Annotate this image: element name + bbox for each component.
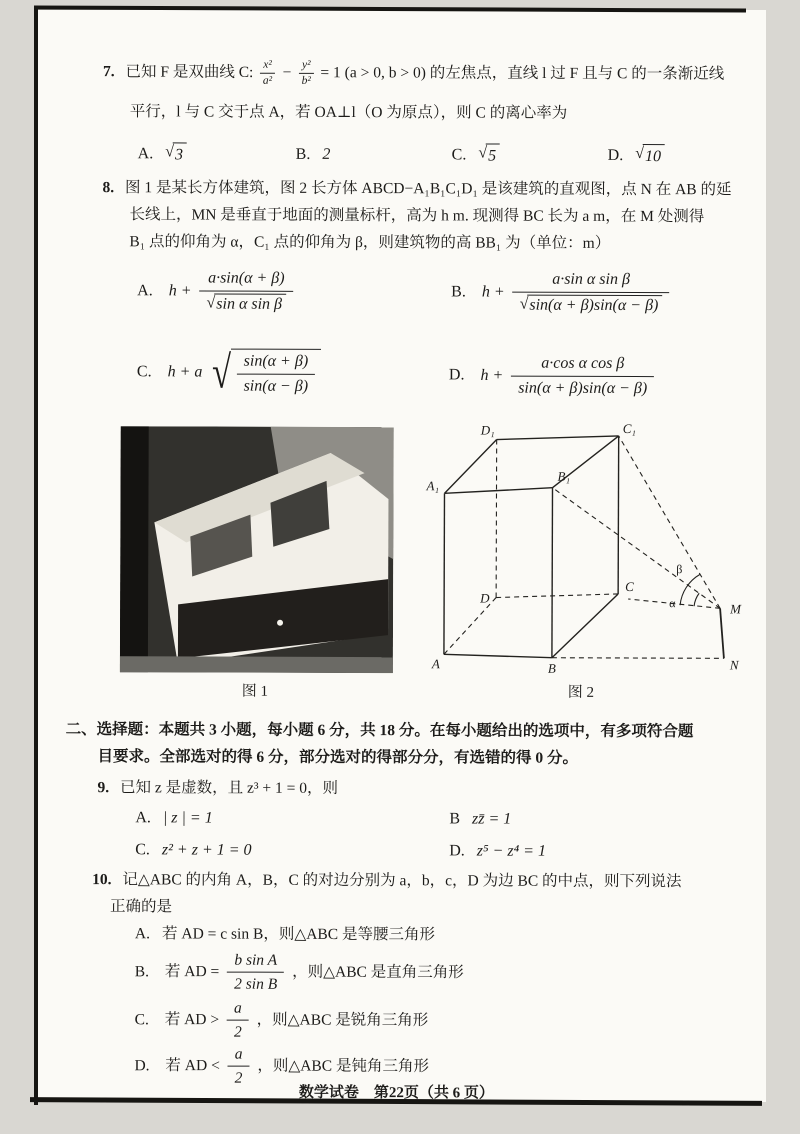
q7-option-c: C. √ 5: [452, 143, 501, 168]
angle-label-beta: β: [676, 562, 683, 577]
q9-option-a: A. | z | = 1: [135, 809, 213, 827]
q8-stem-line-2: 长线上，MN 是垂直于地面的测量标杆，高为 h m. 现测得 BC 长为 a m，在 M 处测得: [129, 206, 705, 226]
vertex-label-a1: A₁: [426, 478, 440, 494]
q10-number: 10.: [92, 871, 112, 889]
q7-option-b: B. 2: [295, 145, 331, 163]
q7-option-a: A. √ 3: [138, 142, 187, 167]
q7-minus: −: [281, 64, 293, 82]
q8-stem-line-1: 8. 图 1 是某长方体建筑，图 2 长方体 ABCD−A₁B₁C₁D₁ 是该建筑的直观图，点 N 在 AB 的延: [102, 179, 732, 199]
q7-stem-line-1: [103, 58, 724, 90]
q10-d-fraction: $\frac{a}{2}$: [228, 1045, 250, 1089]
vertex-label-a: A: [431, 656, 440, 672]
q7-fraction-x: $\frac{\text{x²}}{\text{a²}}$: [260, 59, 275, 88]
vertex-label-b1: B₁: [557, 468, 571, 484]
q8-b-fraction: a·sin α sin β √ sin(α + β)sin(α − β): [513, 270, 670, 317]
cuboid-diagram: [422, 421, 745, 676]
building-photo-illustration: [120, 426, 394, 673]
q8-d-fraction: $\frac{\text{a·cos α cos β}}{\sin(\alpha + \beta)\sin(\alpha - \beta)}$: [511, 354, 654, 400]
q8-b-denominator-sqrt: √ sin(α + β)sin(α − β): [520, 294, 663, 316]
q10-option-b: B. 若 AD = $\frac{\text{b sin A}}{\text{2 sin B}}$ ，则△ABC 是直角三角形: [135, 950, 464, 995]
angle-label-alpha: α: [669, 596, 676, 611]
q9-option-d: D. z⁵ − z⁴ = 1: [449, 842, 547, 860]
sqrt-10: √ 10: [635, 144, 665, 169]
vertex-label-b: B: [547, 660, 556, 676]
q7-stem-line-2: 平行，l 与 C 交于点 A，若 OA⊥l（O 为原点），则 C 的离心率为: [129, 103, 568, 122]
q10-b-fraction: $\frac{\text{b sin A}}{\text{2 sin B}}$: [227, 951, 284, 995]
q7-fraction-y: $\frac{\text{y²}}{\text{b²}}$: [299, 59, 314, 88]
figure1-caption: 图 1: [241, 683, 269, 700]
q7-number: 7.: [102, 63, 115, 81]
figure1-photo: [120, 426, 394, 680]
q8-number: 8.: [102, 179, 115, 197]
vertex-label-d1: D₁: [480, 422, 495, 438]
q8-a-denominator-sqrt: √ sin α sin β: [206, 293, 286, 315]
figure2-caption: 图 2: [567, 684, 595, 701]
figure2-diagram: [422, 421, 745, 683]
q9-number: 9.: [97, 779, 110, 797]
q7-text-b: = 1 (a > 0, b > 0) 的左焦点，直线 l 过 F 且与 C 的一条渐近线: [320, 64, 725, 83]
sqrt-3: √ 3: [165, 142, 187, 167]
page-footer: 数学试卷 第22页（共 6 页）: [298, 1084, 494, 1102]
vertex-label-c: C: [625, 578, 634, 595]
point-label-m: M: [730, 601, 741, 617]
q8-option-b: B. h + a·sin α sin β √ sin(α + β)sin(α − β): [451, 269, 673, 316]
vertex-label-c1: C₁: [622, 421, 636, 437]
q9-option-c: C. z² + z + 1 = 0: [135, 841, 252, 859]
q7-text-a: 已知 F 是双曲线 C:: [125, 63, 254, 81]
q9-stem: 9. 已知 z 是虚数，且 z³ + 1 = 0，则: [97, 779, 339, 797]
q10-c-fraction: $\frac{a}{2}$: [227, 999, 249, 1043]
q10-option-c: C. 若 AD > $\frac{a}{2}$ ，则△ABC 是锐角三角形: [135, 998, 429, 1043]
q7-option-d: D. √ 10: [608, 144, 665, 169]
q8-option-c: C. h + a √ $\frac{\sin(\alpha + \beta)}{\sin(\alpha - \beta)}$: [137, 348, 321, 397]
sqrt-5: √ 5: [478, 143, 500, 168]
q8-stem-line-3: B₁ 点的仰角为 α，C₁ 点的仰角为 β，则建筑物的高 BB₁ 为（单位：m）: [129, 233, 611, 252]
q9-option-b: B zz̄ = 1: [449, 810, 512, 828]
point-label-n: N: [729, 657, 739, 673]
q8-a-fraction: a·sin(α + β) √ sin α sin β: [199, 268, 293, 315]
q10-stem-line-1: 10. 记△ABC 的内角 A，B，C 的对边分别为 a，b，c，D 为边 BC 的中点，则下列说法: [92, 871, 682, 891]
q8-c-sqrt: √ $\frac{\sin(\alpha + \beta)}{\sin(\alpha - \beta)}$: [209, 349, 321, 398]
q10-stem-line-2: 正确的是: [110, 898, 173, 916]
q8-c-fraction: $\frac{\sin(\alpha + \beta)}{\sin(\alpha - \beta)}$: [237, 352, 316, 398]
section2-header-line-2: 目要求。全部选对的得 6 分，部分选对的得部分分，有选错的得 0 分。: [97, 748, 579, 767]
q10-option-a: A. 若 AD = c sin B，则△ABC 是等腰三角形: [134, 925, 436, 944]
q8-option-a: A. h + a·sin(α + β) √ sin α sin β: [137, 268, 297, 315]
vertex-label-d: D: [480, 590, 490, 606]
q10-option-d: D. 若 AD < $\frac{a}{2}$ ，则△ABC 是钝角三角形: [134, 1044, 429, 1089]
section2-header-line-1: 二、选择题：本题共 3 小题，每小题 6 分，共 18 分。在每小题给出的选项中，有多项符合题: [65, 721, 694, 741]
q8-option-d: D. h + $\frac{\text{a·cos α cos β}}{\sin(\alpha + \beta)\sin(\alpha - \beta)}$: [449, 353, 659, 399]
